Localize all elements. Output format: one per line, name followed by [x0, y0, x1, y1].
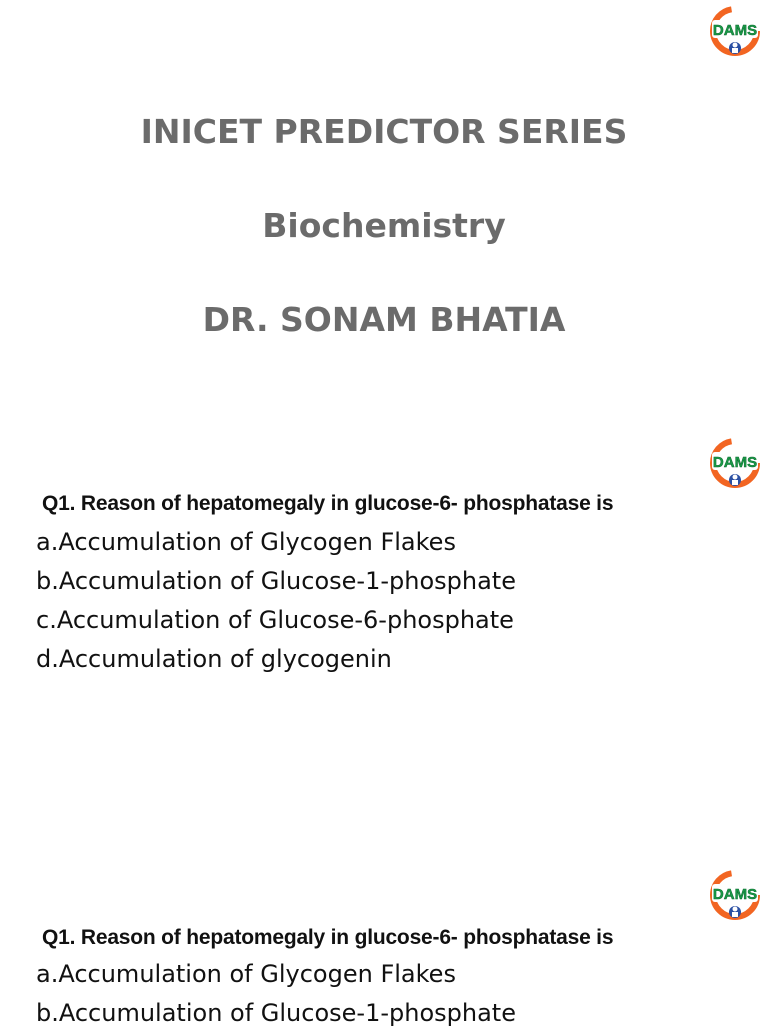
dams-logo-icon	[708, 6, 762, 60]
question-text: Q1. Reason of hepatomegaly in glucose-6- phosphatase is	[42, 492, 614, 515]
option-a: a.Accumulation of Glycogen Flakes	[36, 960, 456, 988]
cover-slide	[0, 0, 768, 420]
question-slide	[0, 430, 768, 850]
question-text: Q1. Reason of hepatomegaly in glucose-6- phosphatase is	[42, 926, 614, 949]
series-title: INICET PREDICTOR SERIES	[140, 112, 628, 151]
dams-logo	[708, 438, 762, 492]
subject-title: Biochemistry	[262, 206, 506, 245]
option-b: b.Accumulation of Glucose-1-phosphate	[36, 999, 516, 1027]
option-a: a.Accumulation of Glycogen Flakes	[36, 528, 456, 556]
logo-text: DAMS	[712, 454, 758, 471]
question-slide	[0, 864, 768, 1027]
dams-logo	[708, 6, 762, 60]
dams-logo-icon	[708, 870, 762, 924]
dams-logo-icon	[708, 438, 762, 492]
logo-text: DAMS	[712, 886, 758, 903]
option-b: b.Accumulation of Glucose-1-phosphate	[36, 567, 516, 595]
option-c: c.Accumulation of Glucose-6-phosphate	[36, 606, 514, 634]
logo-text: DAMS	[712, 22, 758, 39]
dams-logo	[708, 870, 762, 924]
author-name: DR. SONAM BHATIA	[202, 300, 566, 339]
option-d: d.Accumulation of glycogenin	[36, 645, 392, 673]
